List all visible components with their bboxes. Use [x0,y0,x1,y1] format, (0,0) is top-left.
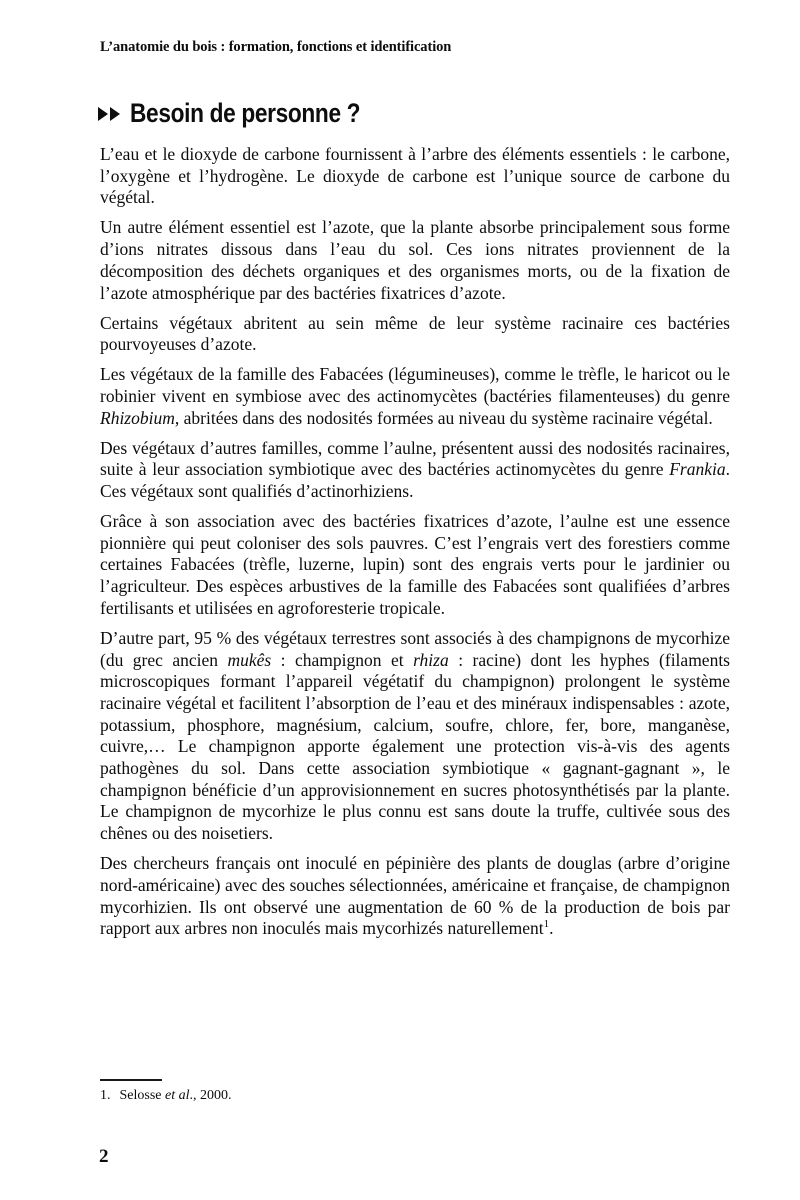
paragraph [100,144,730,209]
text-run: ., 2000. [189,1088,232,1103]
paragraph [100,628,730,845]
footnote-rule [100,1079,162,1081]
footnote [100,1087,730,1105]
text-run: . [549,918,554,939]
paragraph [100,511,730,620]
text-run: Certains végétaux abritent au sein même de leur système racinaire ces bactéries pourvoyeuses d’azote. [100,312,730,355]
footnote-block [100,1079,730,1105]
paragraph [100,313,730,356]
text-run: Un autre élément essentiel est l’azote, que la plante absorbe principalement sous forme d’ions nitrates dissous dans l’eau du sol. Ces ions nitrates proviennent de la décomposition des déchets organiques et des organismes morts, ou de la fixation de l’azote atmosphérique par des bactéries fixatrices d’azote. [100,217,730,303]
running-header: L’anatomie du bois : formation, fonctions et identification [100,39,452,55]
footnote-text [120,1088,232,1103]
paragraph [100,217,730,304]
italic-term: mukês [227,649,272,670]
text-run: : champignon et [271,649,414,670]
paragraph [100,853,730,940]
text-run: Des chercheurs français ont inoculé en pépinière des plants de douglas (arbre d’origine nord-américaine) avec des souches sélectionnées, américaine et française, de champignon mycorhizien. Ils ont observé une augmentation de 60 % de la production de bois par rapport aux arbres non inoculés mais mycorhizés naturellement [100,853,730,939]
text-run: Des végétaux d’autres familles, comme l’aulne, présentent aussi des nodosités racinaires, suite à leur association symbiotique avec des bactéries actinomycètes du genre [100,437,730,480]
text-run: : racine) dont les hyphes (filaments microscopiques formant l’appareil végétatif du champignon) prolongent le système racinaire végétal et facilitent l’absorption de l’eau et des minéraux indispensables : azote, potassium, phosphore, magnésium, calcium, soufre, chlore, fer, bore, manganèse, cuivre,… Le champignon apporte également une protection vis-à-vis des agents pathogènes du sol. Dans cette association symbiotique « gagnant-gagnant », le champignon bénéficie d’un approvisionnement en sucres photosynthétisés par la plante. Le champignon de mycorhize le plus connu est sans doute la truffe, cultivée sous des chênes ou des noisetiers. [100,649,730,844]
text-run: L’eau et le dioxyde de carbone fournissent à l’arbre des éléments essentiels : le carbone, l’oxygène et l’hydrogène. Le dioxyde de carbone est l’unique source de carbone du végétal. [100,144,730,208]
text-run: Grâce à son association avec des bactéries fixatrices d’azote, l’aulne est une essence pionnière qui peut coloniser des sols pauvres. C’est l’engrais vert des forestiers comme certaines Fabacées (trèfle, luzerne, lupin) sont des engrais verts pour le jardinier ou l’agriculteur. Des espèces arbustives de la famille des Fabacées sont qualifiées d’arbres fertilisants et utilisées en agroforesterie tropicale. [100,511,730,618]
italic-term: Frankia [669,459,726,480]
text-run: Selosse [119,1088,165,1103]
italic-term: rhiza [413,649,449,670]
page-number: 2 [99,1146,109,1167]
text-run: Les végétaux de la famille des Fabacées (légumineuses), comme le trèfle, le haricot ou le robinier vivent en symbiose avec des actinomycètes (bactéries filamenteuses) du genre [100,364,730,406]
paragraph [100,364,730,429]
double-right-arrows-icon [98,107,121,121]
body-text [100,144,730,940]
italic-term: et al [165,1088,190,1103]
text-run: D’autre part, 95 % des végétaux terrestres sont associés à des champignons de mycorhize (du grec ancien [100,627,730,670]
section-title: Besoin de personne ? [130,98,361,128]
section-heading [98,98,404,129]
text-run: , abritées dans des nodosités formées au niveau du système racinaire végétal. [174,407,713,428]
text-run: . Ces végétaux sont qualifiés d’actinorhiziens. [100,459,730,502]
paragraph [100,438,730,503]
footnote-marker: 1. [100,1088,111,1103]
footnote-ref: 1 [543,918,550,931]
italic-term: Rhizobium [100,407,175,428]
